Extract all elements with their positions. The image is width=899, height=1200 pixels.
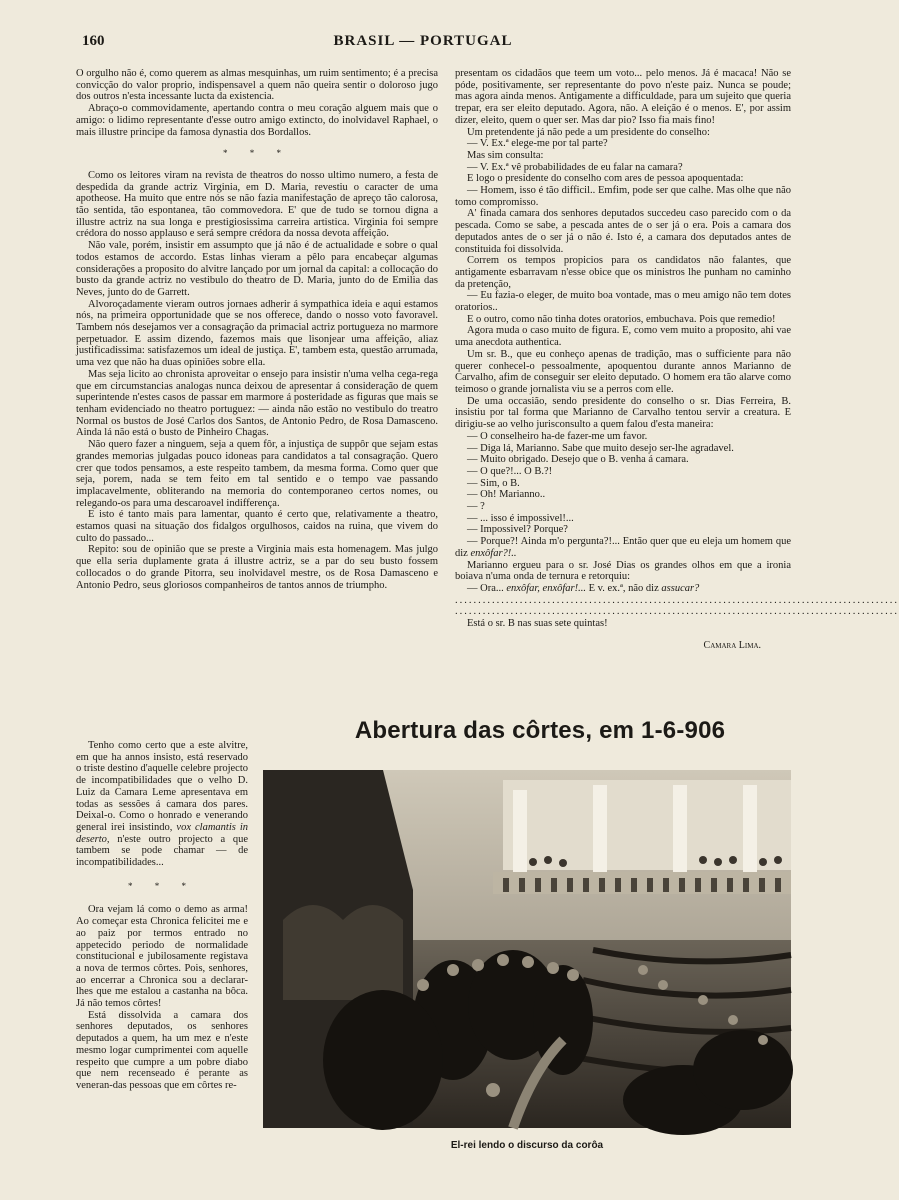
dialogue-emphasis: enxôfar?!.. xyxy=(470,547,517,559)
paragraph: Marianno ergueu para o sr. José Dias os grandes olhos em que a ironia boiava n'uma onda de ternura e retorquiu: xyxy=(455,559,791,583)
paragraph: O orgulho não é, como querem as almas mesquinhas, um ruim sentimento; é a precisa convicção do valor proprio, indispensavel a quem não queira sentir o doloroso jugo dos outros n'esta incessante lucta da existencia. xyxy=(76,68,438,103)
dialogue-line: — Diga lá, Marianno. Sabe que muito desejo ser-lhe agradavel. xyxy=(467,442,734,454)
dialogue-line: — Eu fazia-o eleger, de muito boa vontade, mas o meu amigo não tem dotes oratorios.. xyxy=(455,290,791,314)
paragraph: E isto é tanto mais para lamentar, quanto é certo que, relativamente a theatro, estamos quasi na situação dos fidalgos orgulhosos, caidos na ruina, que vivem do culto do passado... xyxy=(76,509,438,544)
paragraph: Agora muda o caso muito de figura. E, como vem muito a proposito, ahi vae uma anecdota authentica. xyxy=(455,325,791,349)
dialogue-line: — O que?!... O B.?! xyxy=(467,465,553,477)
paragraph-text: Tenho como certo que a este alvitre, em que ha annos insisto, está reservado o triste destino d'aquelle celebre projecto de incompatibilidades que o velho D. Luiz da Camara Leme apresentava em todas as sessões á camara dos pares. Deixal-o. Como o honrado e venerando general irei insistindo, xyxy=(76,740,248,833)
dialogue-emphasis: assucar? xyxy=(661,582,700,594)
dotted-rule: ................................................................................................ xyxy=(455,606,899,618)
parliament-photo xyxy=(263,770,791,1128)
paragraph: E o outro, como não tinha dotes oratorios, embuchava. Pois que remedio! xyxy=(467,313,776,325)
dialogue-emphasis: enxôfar, enxôfar!... xyxy=(506,582,586,594)
dialogue-text: — Ora... xyxy=(467,582,504,594)
dialogue-text: — Porque?! Ainda m'o pergunta?!... Então quer que eu eleja um homem que diz xyxy=(455,536,791,559)
dialogue-line: — Impossivel? Porque? xyxy=(467,524,568,536)
dialogue-line xyxy=(455,583,791,595)
paragraph: presentam os cidadãos que teem um voto... pelo menos. Já é macaca! Não se póde, positivamente, ser representante do povo n'este paiz. Nunca se poude; mas agora ainda menos. Antigamente a difficuldade, para um sujeito que queria trepar, era ser eleito deputado. Agora, não. A eleição é o menos. E', por assim dizer, eleito, quem o quer ser. Mas dar pio? Isso fia mais fino! xyxy=(455,68,791,126)
paragraph: Está o sr. B nas suas sete quintas! xyxy=(467,618,608,630)
paragraph: E logo o presidente do conselho com ares de pessoa apoquentada: xyxy=(467,173,744,185)
paragraph: Mas sim consulta: xyxy=(467,149,544,161)
running-title: BRASIL — PORTUGAL xyxy=(333,33,513,49)
paragraph: Mas seja licito ao chronista aproveitar o ensejo para insistir n'uma velha cega-rega que em circumstancias analogas nunca deixou de apresentar á consideração de quem superintende n'estes casos de passar em marmore á posteridade as figuras que mais se tenham evidenciado no theatro portuguez: — ainda não estão no vestibulo do treatro Normal os bustos de José Carlos dos Santos, de Antonio Pedro, de Rosa Damasceno. Ainda lá não está o busto de Pinheiro Chagas. xyxy=(76,368,438,439)
paragraph-text: n'este outro projecto a que tambem se pode chamar — de incompatibilidades... xyxy=(76,833,248,869)
dialogue-line: — ? xyxy=(467,501,485,513)
dialogue-line: — O conselheiro ha-de fazer-me um favor. xyxy=(467,430,648,442)
left-column xyxy=(76,68,438,591)
paragraph: Como os leitores viram na revista de theatros do nosso ultimo numero, a festa de despedida da grande actriz Virginia, em D. Maria, revestiu o caracter de uma apotheose. Ha muito que entre nós se não fazia manifestação de apreço tão calorosa, tão sentida, tão espontanea, tão commovedora. E' que de tudo se tornou digna a illustre actriz na sua longa e prestigiosissima carreira artistica. Virginia foi sempre crédora do nosso applauso e será sempre crédora da nossa devota affeição. xyxy=(76,169,438,240)
paragraph: Um sr. B., que eu conheço apenas de tradição, mas o sufficiente para não querer conhecel-o pessoalmente, apoquentou durante annos Marianno de Carvalho, afim de conseguir ser eleito deputado. O homem era tão alarve como teimoso o grande jornalista viu se a perros com elle. xyxy=(455,348,791,395)
paragraph xyxy=(76,740,248,869)
dialogue-line: — ... isso é impossivel!... xyxy=(467,512,574,524)
left-column-narrow xyxy=(76,740,248,1092)
photo-headline: Abertura das côrtes, em 1-6-906 xyxy=(354,717,726,744)
dialogue-line: — Homem, isso é tão difficil.. Emfim, pode ser que calhe. Mas olhe que não tomo compromisso. xyxy=(455,185,791,208)
parliament-photo-illustration xyxy=(263,770,791,1128)
paragraph: Um pretendente já não pede a um presidente do conselho: xyxy=(467,126,710,138)
author-signature: Camara Lima. xyxy=(703,639,761,651)
dialogue-line: — Sim, o B. xyxy=(467,477,520,489)
paragraph: Não vale, porém, insistir em assumpto que já não é de actualidade e sobre o qual todos estamos de accordo. Estas linhas vieram a pêlo para encabeçar algumas considerações a proposito do alvitre lançado por um jornal da capital: a collocação do busto da grande actriz no vestibulo do theatro de D. Maria, junto do de Emilia das Neves, junto do de Garrett. xyxy=(76,240,438,298)
paragraph: Correm os tempos propicios para os candidatos não falantes, que antigamente esbarravam n'esse obice que os ministros lhe punham no caminho da pretenção, xyxy=(455,255,791,290)
paragraph: De uma occasião, sendo presidente do conselho o sr. Dias Ferreira, B. insistiu por tal forma que Marianno de Carvalho tentou servir a creatura. E dirigiu-se ao velho jurisconsulto a quem falou d'esta maneira: xyxy=(455,395,791,431)
asterism: * * * xyxy=(223,148,291,159)
dialogue-line xyxy=(455,536,791,559)
dialogue-line: — V. Ex.ª elege-me por tal parte? xyxy=(467,138,608,150)
dialogue-text: E v. ex.ª, não diz xyxy=(588,582,659,594)
dotted-rule: ................................................................................................ xyxy=(455,594,899,606)
dialogue-line: — Oh! Marianno.. xyxy=(467,489,546,501)
paragraph: Ora vejam lá como o demo as arma! Ao começar esta Chronica felicitei me e ao paiz por termos entrado no appetecido periodo de normalidade constitucional e jubilosamente registava a nova de termos côrtes. Pois, senhores, ao encerrar a Chronica sou a declarar-lhes que me estalou a castanha na bôca. Já não temos côrtes! xyxy=(76,904,248,1010)
paragraph: Repito: sou de opinião que se preste a Virginia mais esta homenagem. Mas julgo que ella seria duplamente grata á illustre actriz, se a par do seu busto fossem collocados o do grande Pitorra, seu inolvidavel mestre, os de Rosa Damasceno e Antonio Pedro, seus gloriosos companheiros de tantos annos de triumpho. xyxy=(76,544,438,591)
photo-caption: El-rei lendo o discurso da corôa xyxy=(450,1140,604,1151)
dialogue-line: — V. Ex.ª vê probabilidades de eu falar na camara? xyxy=(467,161,683,173)
latin-phrase: vox clamantis in deserto, xyxy=(76,821,249,845)
asterism: * * * xyxy=(128,880,196,891)
paragraph: Está dissolvida a camara dos senhores deputados, os senhores deputados a quem, ha um mez e n'este mesmo logar cumprimentei com aquelle respeito que cumpre a um pobre diabo que nem recenseado é perante as veneran-das pessoas que em côrtes re- xyxy=(76,1009,248,1091)
paragraph: A' finada camara dos senhores deputados succedeu caso parecido com o da pescada. Como se sabe, a pescada antes de o ser já o era. Pois a camara dos deputados antes de o ser já o não é. Isto é, a camara dos deputados antes de constituida foi dissolvida. xyxy=(455,208,791,255)
right-column xyxy=(455,68,899,651)
paragraph: Alvoroçadamente vieram outros jornaes adherir á sympathica ideia e aqui estamos nós, na primeira opportunidade que se nos offerece, dando o nosso voto favoravel. Tambem nós desejamos ver a consagração da primacial actriz portugueza no marmore perpetuador. E assim dizendo, fazemos mais que lisonjear uma affeição, aliaz justificadissima: satisfazemos um ideal de justiça. E', tambem esta, questão arrumada, uma vez que não ha duas opiniões sobre ella. xyxy=(76,298,438,369)
paragraph: Abraço-o commovidamente, apertando contra o meu coração alguem mais que o amigo: o lidimo representante d'esse outro amigo extincto, do inolvidavel Raphael, o mais illustre principe da famosa dynastia dos Bordallos. xyxy=(76,103,438,138)
dialogue-line: — Muito obrigado. Desejo que o B. venha á camara. xyxy=(467,454,689,466)
paragraph: Não quero fazer a ninguem, seja a quem fôr, a injustiça de suppôr que sejam estas grandes memorias julgadas pouco idoneas para candidatos a tal consagração. Quero crer que todos pensamos, a este respeito tambem, da mesma forma. Como quer que seja, porem, nada se tem feito em tal sentido e o tempo vae passando implacavelmente, obliterando na memoria do contemporaneo certos nomes, ou relegando-os para uma descaroavel indifferença. xyxy=(76,439,438,509)
page-number: 160 xyxy=(82,33,105,49)
